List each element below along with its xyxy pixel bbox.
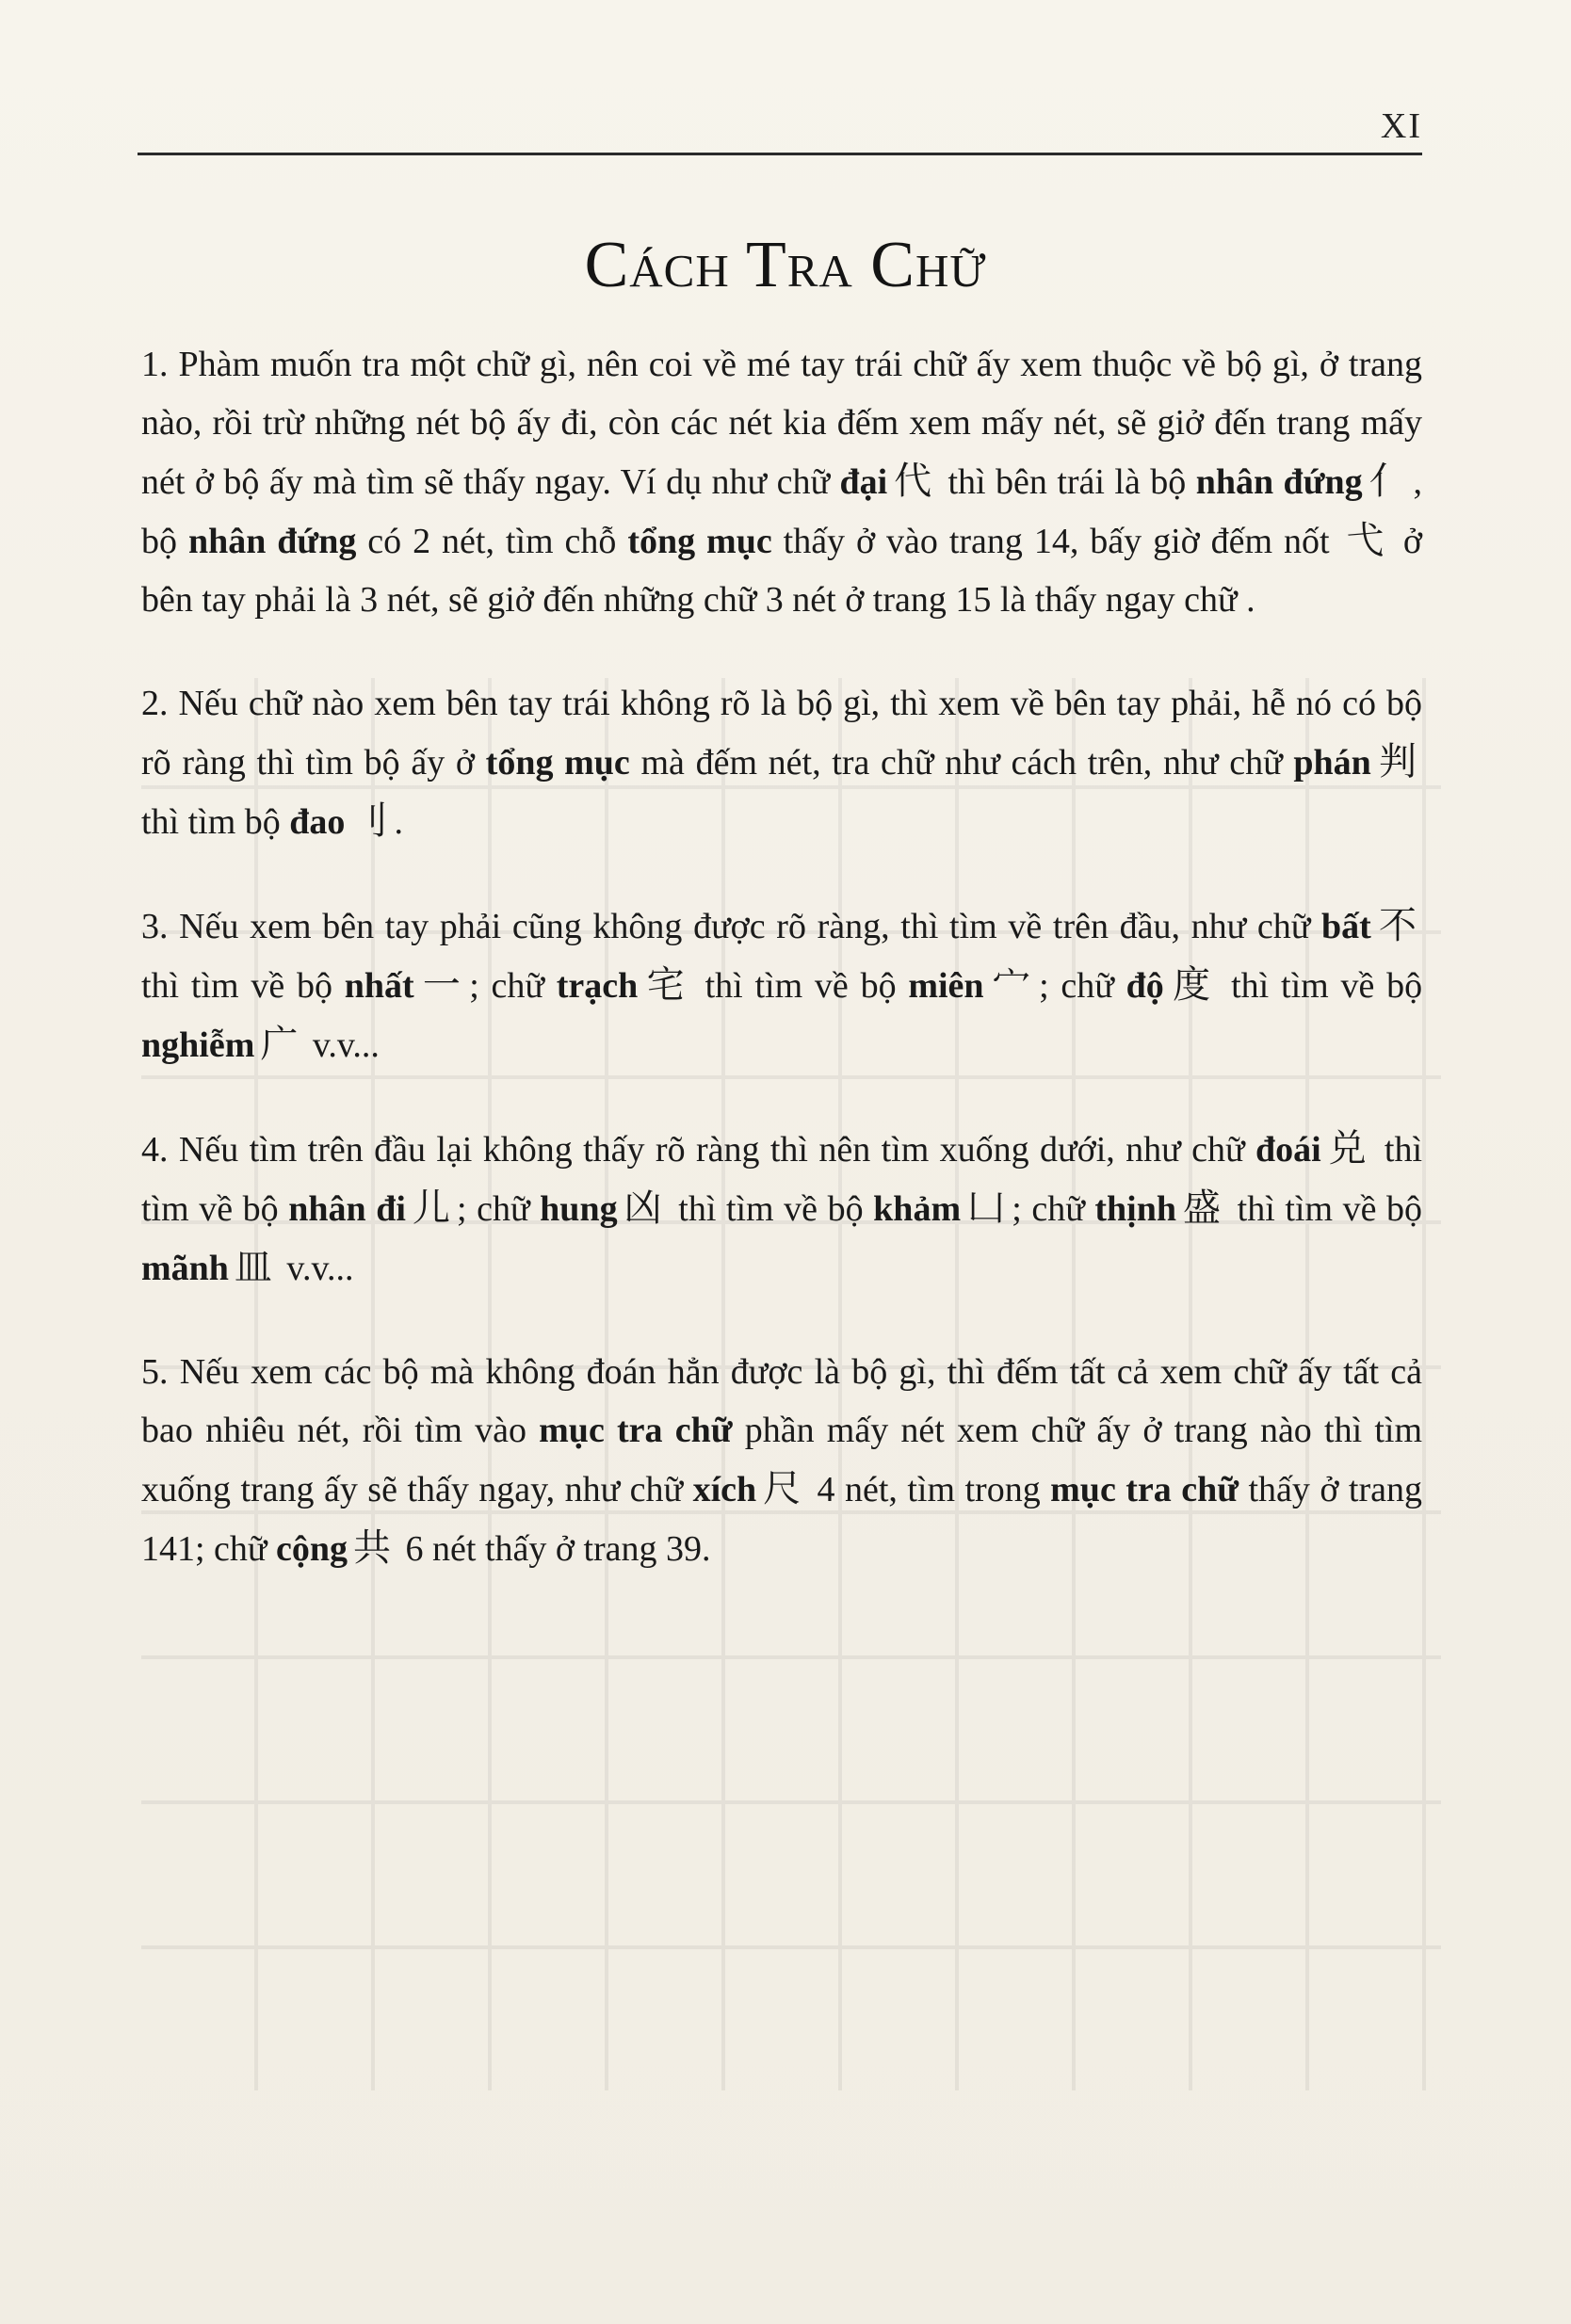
text-run: thì tìm về bộ <box>692 966 909 1006</box>
text-run: 4 nét, tìm trong <box>807 1470 1051 1509</box>
bold-term: mãnh <box>141 1249 229 1288</box>
paragraph-3 <box>141 896 1422 1074</box>
bold-term: trạch <box>556 966 639 1006</box>
hanzi-character: 度 <box>1169 963 1214 1007</box>
bold-term: khảm <box>873 1189 962 1229</box>
hanzi-character: 共 <box>353 1526 392 1570</box>
text-run: ở bên tay phải là 3 nét, sẽ giở đến những chữ 3 nét ở trang 15 là thấy ngay chữ . <box>141 522 1422 620</box>
hanzi-character: 皿 <box>234 1246 272 1289</box>
text-run: ; chữ <box>469 966 557 1006</box>
bold-term: cộng <box>276 1529 348 1569</box>
bold-term: đoái <box>1255 1130 1321 1170</box>
paragraph-2 <box>141 674 1422 851</box>
paragraph-1 <box>141 335 1422 629</box>
text-run: thì bên trái là bộ <box>938 462 1196 502</box>
bold-term: nghiễm <box>141 1025 255 1065</box>
hanzi-character: 凵 <box>966 1186 1007 1230</box>
text-run: 2. Nếu chữ nào xem bên tay trái không rõ là bộ gì, thì xem về bên tay phải, hễ nó có bộ rõ ràng thì tìm bộ ấy ở <box>141 684 1422 783</box>
bold-term: đao <box>289 802 346 842</box>
bold-term: nhân đi <box>288 1189 406 1229</box>
hanzi-character: 刂 <box>350 799 389 843</box>
text-run: ; chữ <box>457 1189 541 1229</box>
bold-term: tổng mục <box>627 522 772 561</box>
text-run: có 2 nét, tìm chỗ <box>356 522 628 561</box>
hanzi-character: 弋 <box>1346 519 1386 562</box>
text-run: ; chữ <box>1039 966 1126 1006</box>
hanzi-character: 判 <box>1376 740 1417 783</box>
hanzi-character: 尺 <box>762 1467 802 1510</box>
bold-term: mục tra chữ <box>539 1411 733 1450</box>
page-title: Cách Tra Chữ <box>584 229 987 301</box>
text-run: thì tìm bộ <box>141 802 290 842</box>
bold-term: phán <box>1293 743 1371 783</box>
bold-term: tổng mục <box>485 743 630 783</box>
hanzi-character: 广 <box>260 1023 299 1066</box>
text-run: thấy ở vào trang 14, bấy giờ đếm nốt <box>771 522 1341 561</box>
text-run: thấy ở trang 141; chữ <box>141 1470 1423 1569</box>
hanzi-character: 代 <box>893 460 933 503</box>
paragraph-5 <box>141 1343 1422 1578</box>
hanzi-character: 宅 <box>643 963 688 1007</box>
bold-term: đại <box>839 462 888 502</box>
text-run: thì tìm về bộ <box>1227 1189 1423 1229</box>
text-run: v.v... <box>303 1025 380 1065</box>
bold-term: hung <box>540 1189 618 1229</box>
text-run: 6 nét thấy ở trang 39. <box>397 1529 711 1569</box>
hanzi-character: 不 <box>1376 904 1417 947</box>
text-run: phần mấy nét xem chữ ấy ở trang nào thì tìm xuống trang ấy sẽ thấy ngay, như chữ <box>141 1411 1422 1509</box>
hanzi-character: 凶 <box>623 1186 663 1230</box>
paragraph-4 <box>141 1120 1422 1298</box>
text-run: thì tìm về bộ <box>141 966 345 1006</box>
text-run: v.v... <box>277 1249 354 1288</box>
text-run: 5. Nếu xem các bộ mà không đoán hẳn được là bộ gì, thì đếm tất cả xem chữ ấy tất cả bao nhiêu nét, rồi tìm vào <box>141 1352 1422 1450</box>
text-run: thì tìm về bộ <box>141 1130 1423 1229</box>
text-run: thì tìm về bộ <box>668 1189 874 1229</box>
header-rule <box>138 153 1422 155</box>
bold-term: miên <box>908 966 984 1006</box>
hanzi-character: 盛 <box>1182 1186 1223 1230</box>
hanzi-character: 儿 <box>411 1186 452 1230</box>
bold-term: bất <box>1321 907 1371 946</box>
bold-term: thịnh <box>1094 1189 1176 1229</box>
page-number: XI <box>1380 106 1422 146</box>
bold-term: mục tra chữ <box>1050 1470 1239 1509</box>
hanzi-character: 宀 <box>989 963 1034 1007</box>
text-run: 1. Phàm muốn tra một chữ gì, nên coi về mé tay trái chữ ấy xem thuộc về bộ gì, ở trang nào, rồi trừ những nét bộ ấy đi, còn các nét kia đếm xem mấy nét, sẽ giở đến trang mấy nét ở bộ ấy mà tìm sẽ thấy ngay. Ví dụ như chữ <box>141 345 1422 502</box>
text-run: mà đếm nét, tra chữ như cách trên, như chữ <box>629 743 1294 783</box>
text-run: , bộ <box>141 462 1423 561</box>
bold-term: nhất <box>344 966 414 1006</box>
text-run: thì tìm về bộ <box>1219 966 1423 1006</box>
text-run: 3. Nếu xem bên tay phải cũng không được rõ ràng, thì tìm về trên đầu, như chữ <box>141 907 1322 946</box>
instructions-body <box>141 335 1422 1623</box>
bold-term: độ <box>1126 966 1164 1006</box>
hanzi-character: 兑 <box>1326 1127 1369 1170</box>
text-run: . <box>394 802 403 842</box>
bold-term: nhân đứng <box>1195 462 1363 502</box>
bold-term: nhân đứng <box>187 522 357 561</box>
hanzi-character: 一 <box>419 963 464 1007</box>
bold-term: xích <box>692 1470 757 1509</box>
text-run: ; chữ <box>1012 1189 1095 1229</box>
hanzi-character: 亻 <box>1368 460 1408 503</box>
text-run: 4. Nếu tìm trên đầu lại không thấy rõ ràng thì nên tìm xuống dưới, như chữ <box>141 1130 1256 1170</box>
